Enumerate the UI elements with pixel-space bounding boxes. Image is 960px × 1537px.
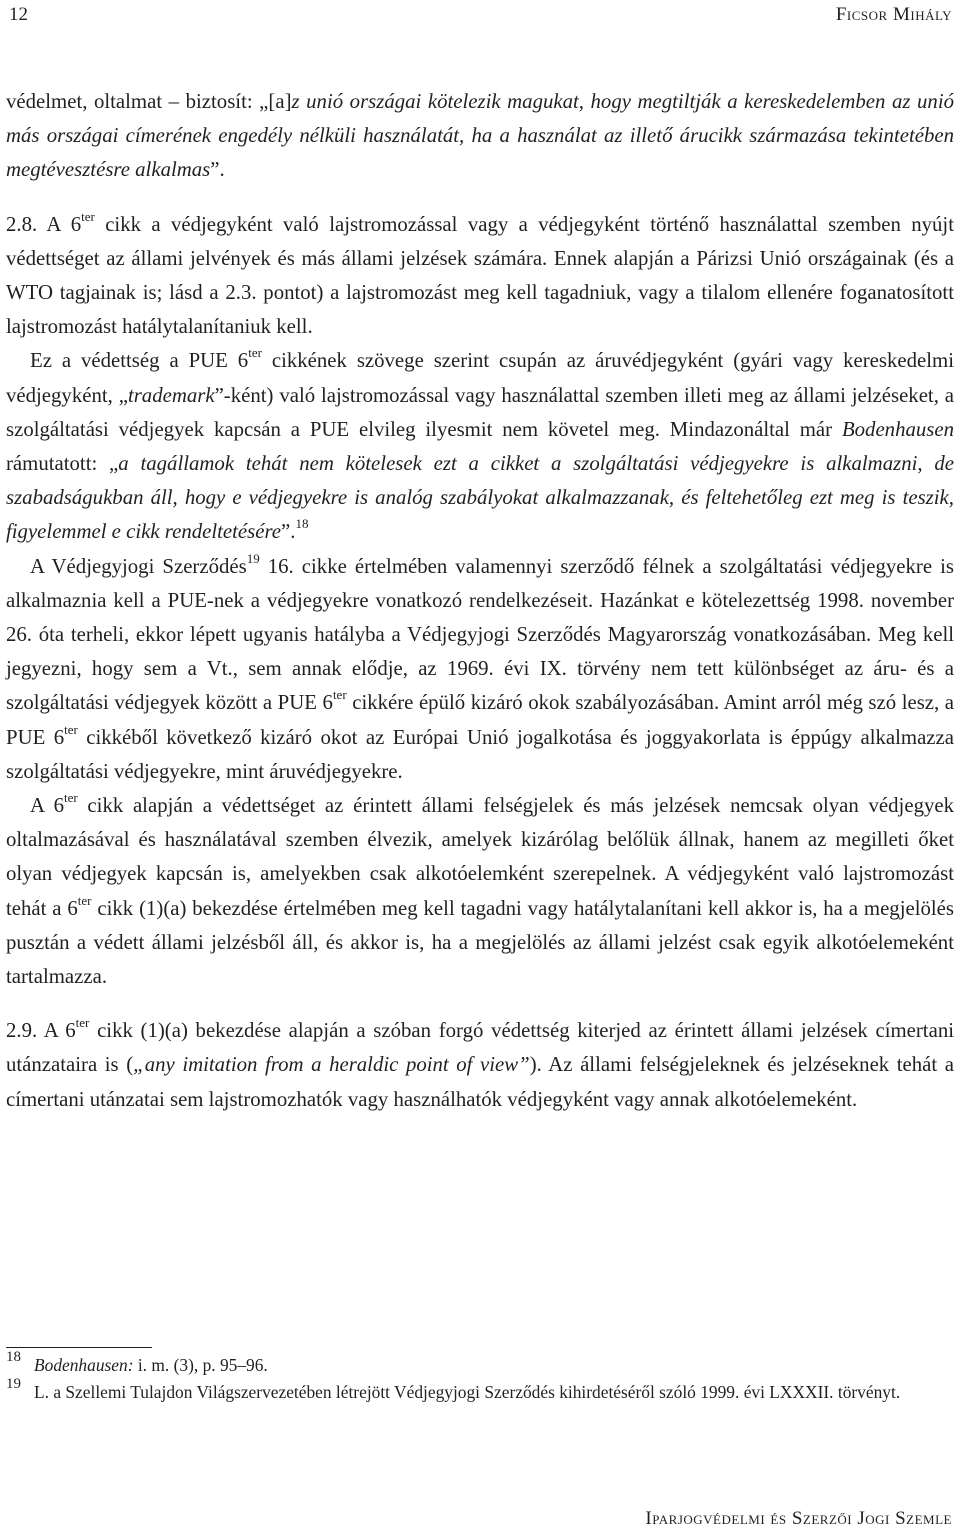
italic-term: trademark	[127, 383, 215, 407]
text-span: ”.	[210, 158, 225, 182]
footnote-18	[6, 1349, 954, 1379]
running-header-author: Ficsor Mihály	[835, 4, 952, 25]
italic-quote: „any imitation from a heraldic point of view”	[133, 1053, 530, 1077]
text-span: cikk (1)(a) bekezdése értelmében meg kell tagadni vagy hatálytalanítani kell akkor is, ha a megjelölés pusztán a védett állami jelzésből áll, és akkor is, ha a megjelölés az állami jelzést csak egyik alkotóelemeként tartalmazza.	[6, 896, 954, 989]
italic-name: Bodenhausen	[841, 417, 954, 441]
superscript: ter	[75, 1015, 90, 1031]
paragraph	[6, 550, 954, 789]
text-span: 2.8. A 6	[6, 212, 82, 236]
text-span: ). Az állami felségjeleknek és jelzéseknek tehát a címertani utánzatai sem lajstromozhatók vagy használhatók védjegyként vagy annak alkotóelemeként.	[6, 1053, 954, 1111]
superscript: ter	[332, 687, 347, 703]
footnote-number: 18	[6, 1349, 21, 1365]
text-span: A 6	[30, 794, 64, 818]
footnote-number: 19	[6, 1376, 21, 1392]
paragraph-2-8	[6, 208, 954, 345]
text-span: cikk (1)(a) bekezdése alapján a szóban forgó védettség kiterjed az érintett állami jelzések címertani utánzataira is (	[6, 1019, 954, 1077]
footnote-text: L. a Szellemi Tulajdon Világszervezetében létrejött Védjegyjogi Szerződés kihirdetéséről szóló 1999. évi LXXXII. törvényt.	[34, 1382, 901, 1402]
footnote-19	[6, 1376, 954, 1406]
text-span: cikkéből következő kizáró okot az Európai Unió jogalkotása és joggyakorlata is éppúgy alkalmazza szolgáltatási védjegyekre, mint áruvédjegyekre.	[6, 725, 955, 783]
text-span: A Védjegyjogi Szerződés	[30, 554, 247, 578]
superscript: ter	[81, 208, 95, 224]
footnotes	[6, 1349, 954, 1406]
paragraph	[6, 344, 954, 549]
main-text	[6, 85, 954, 1117]
page-number: 12	[9, 4, 28, 25]
superscript: ter	[64, 721, 78, 737]
footnote-ref-19[interactable]: 19	[246, 550, 260, 566]
running-footer-journal: Iparjogvédelmi és Szerzői Jogi Szemle	[645, 1508, 952, 1529]
paragraph	[6, 789, 954, 994]
text-span: Ez a védettség a PUE 6	[30, 349, 249, 373]
italic-quote: a tagállamok tehát nem kötelesek ezt a cikket a szolgáltatási védjegyekre is alkalmazni, de szabadságukban áll, hogy e védjegyekre is analóg szabályokat alkalmazzanak, és feltehetőleg ezt meg is teszik, figyelemmel e cikk rendeltetésére	[6, 452, 954, 544]
italic-quote: z unió országai kötelezik magukat, hogy megtiltják a kereskedelemben az unió más országai címerének engedély nélküli használatát, ha a használat az illető árucikk származása tekintetében megtévesztésre alkalmas	[6, 90, 954, 182]
text-span: 2.9. A 6	[6, 1019, 76, 1043]
text-span: védelmet, oltalmat – biztosít: „[a]	[6, 90, 292, 113]
paragraph	[6, 85, 954, 188]
text-span: ”.	[281, 520, 296, 544]
text-span: ”-ként) való lajstromozással vagy használattal szemben illeti meg az állami jelzéseket, a szolgáltatási védjegyek kapcsán a PUE elvileg ilyesmit nem követel meg. Mindazonáltal már	[6, 383, 954, 441]
text-span: cikkére épülő kizáró okok szabályozásában. Amint arról még szó lesz, a PUE 6	[6, 691, 955, 749]
superscript: ter	[77, 892, 92, 908]
paragraph-2-9	[6, 1014, 954, 1117]
text-span: rámutatott: „	[6, 452, 119, 476]
text-span: cikk alapján a védettséget az érintett állami felségjelek és más jelzések nemcsak olyan védjegyek oltalmazásával és használatával szemben élvezik, amelyek kizárólag belőlük állnak, hanem az megilleti őket olyan védjegyek kapcsán is, amelyekben csak alkotóelemként szerepelnek. A védjegyként való lajstromozást tehát a 6	[6, 794, 954, 920]
text-span: cikkének szövege szerint csupán az áruvédjegyként (gyári vagy kereskedelmi védjegyként, „	[6, 349, 954, 407]
superscript: ter	[248, 345, 262, 361]
footnote-italic: Bodenhausen:	[34, 1355, 134, 1375]
text-span: 16. cikke értelmében valamennyi szerződő félnek a szolgáltatási védjegyekre is alkalmaznia kell a PUE-nek a védjegyekre vonatkozó rendelkezéseit. Hazánkat e kötelezettség 1998. november 26. óta terheli, ekkor lépett ugyanis hatályba a Védjegyjogi Szerződés Magyarország vonatkozásában. Meg kell jegyezni, hogy sem a Vt., sem annak elődje, az 1969. évi IX. törvény nem tett különbséget az áru- és a szolgáltatási védjegyek között a PUE 6	[6, 554, 954, 715]
superscript: ter	[64, 790, 78, 806]
footnote-divider	[6, 1347, 152, 1348]
footnote-ref-18[interactable]: 18	[295, 516, 309, 532]
footnote-text: i. m. (3), p. 95–96.	[133, 1355, 268, 1375]
text-span: cikk a védjegyként való lajstromozással vagy a védjegyként történő használattal szemben nyújt védettséget az állami jelvények és más állami jelzések számára. Ennek alapján a Párizsi Unió országainak (és a WTO tagjainak is; lásd a 2.3. pontot) a lajstromozást meg kell tagadniuk, vagy a tilalom ellenére foganatosított lajstromozást hatálytalanítaniuk kell.	[6, 212, 954, 339]
